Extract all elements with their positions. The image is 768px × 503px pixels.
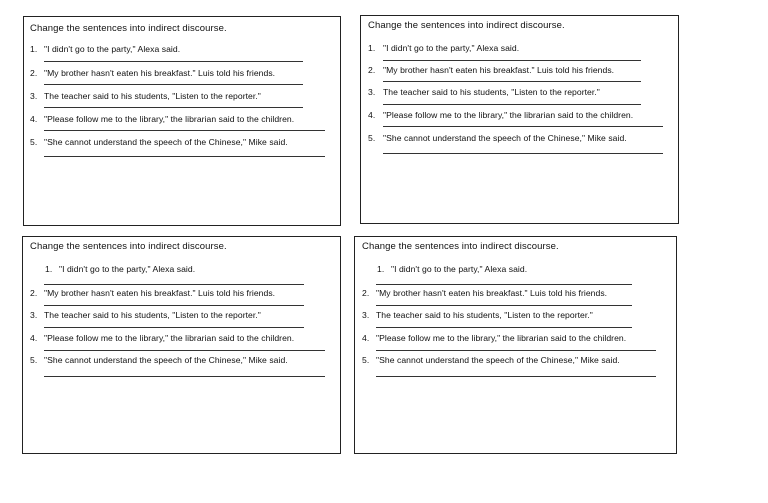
item-text: "Please follow me to the library," the librarian said to the children. [376,333,627,343]
item-text: The teacher said to his students, "Listen to the reporter." [44,91,261,101]
item-number: 1. [368,43,376,53]
answer-line-3 [44,327,304,328]
item-number: 1. [45,264,53,274]
worksheet-instructions: Change the sentences into indirect discourse. [30,23,227,34]
answer-line-5 [376,376,656,377]
item-text: "I didn't go to the party," Alexa said. [391,264,528,274]
answer-line-3 [383,104,641,105]
answer-line-5 [383,153,663,154]
answer-line-2 [383,81,641,82]
item-text: "I didn't go to the party," Alexa said. [383,43,520,53]
sentence-item-4 [362,333,626,343]
item-number: 2. [30,68,38,78]
sentence-item-4 [30,333,294,343]
item-number: 4. [368,110,376,120]
sentence-item-1 [368,43,519,53]
item-text: "She cannot understand the speech of the Chinese," Mike said. [44,355,288,365]
sentence-item-3 [30,310,261,320]
item-number: 3. [362,310,370,320]
item-number: 5. [30,355,38,365]
sentence-item-4 [368,110,633,120]
item-text: "My brother hasn't eaten his breakfast." Luis told his friends. [44,68,276,78]
item-number: 4. [30,333,38,343]
item-text: "She cannot understand the speech of the Chinese," Mike said. [383,133,627,143]
item-number: 2. [30,288,38,298]
answer-line-2 [44,84,303,85]
item-number: 5. [30,137,38,147]
item-number: 3. [368,87,376,97]
answer-line-4 [44,130,325,131]
answer-line-4 [383,126,663,127]
item-text: "She cannot understand the speech of the Chinese," Mike said. [376,355,620,365]
item-text: "She cannot understand the speech of the Chinese," Mike said. [44,137,288,147]
worksheet-instructions: Change the sentences into indirect discourse. [362,241,559,252]
item-text: "I didn't go to the party," Alexa said. [59,264,196,274]
answer-line-3 [44,107,303,108]
sentence-item-2 [30,288,275,298]
answer-line-3 [376,327,632,328]
sentence-item-5 [362,355,620,365]
item-number: 3. [30,91,38,101]
sentence-item-2 [368,65,614,75]
item-number: 2. [368,65,376,75]
item-number: 4. [362,333,370,343]
item-text: "My brother hasn't eaten his breakfast." Luis told his friends. [376,288,608,298]
sentence-item-5 [30,137,288,147]
item-number: 3. [30,310,38,320]
answer-line-5 [44,376,325,377]
sentence-item-3 [362,310,593,320]
sentence-item-5 [368,133,627,143]
sentence-item-2 [30,68,275,78]
item-text: "I didn't go to the party," Alexa said. [44,44,181,54]
sentence-item-3 [30,91,261,101]
worksheet-card-1 [23,16,341,226]
item-text: The teacher said to his students, "Listen to the reporter." [44,310,261,320]
sentence-item-3 [368,87,600,97]
item-text: "Please follow me to the library," the librarian said to the children. [44,333,295,343]
item-text: "Please follow me to the library," the librarian said to the children. [44,114,295,124]
answer-line-1 [383,60,641,61]
worksheet-card-3 [22,236,341,454]
worksheet-instructions: Change the sentences into indirect discourse. [368,20,565,31]
answer-line-1 [44,284,304,285]
item-number: 1. [377,264,385,274]
worksheet-card-2 [360,15,679,224]
answer-line-5 [44,156,325,157]
answer-line-4 [376,350,656,351]
answer-line-4 [44,350,325,351]
item-text: "My brother hasn't eaten his breakfast." Luis told his friends. [44,288,276,298]
answer-line-1 [44,61,303,62]
worksheet-instructions: Change the sentences into indirect discourse. [30,241,227,252]
item-number: 5. [368,133,376,143]
item-number: 1. [30,44,38,54]
sentence-item-5 [30,355,288,365]
sentence-item-1 [45,264,195,274]
item-text: The teacher said to his students, "Listen to the reporter." [383,87,600,97]
item-number: 5. [362,355,370,365]
sentence-item-4 [30,114,294,124]
sentence-item-1 [30,44,180,54]
worksheet-card-4 [354,236,677,454]
answer-line-2 [44,305,304,306]
item-number: 2. [362,288,370,298]
answer-line-2 [376,305,632,306]
item-text: "My brother hasn't eaten his breakfast." Luis told his friends. [383,65,615,75]
item-text: "Please follow me to the library," the librarian said to the children. [383,110,634,120]
item-text: The teacher said to his students, "Listen to the reporter." [376,310,593,320]
sentence-item-2 [362,288,607,298]
sentence-item-1 [377,264,527,274]
answer-line-1 [376,284,632,285]
item-number: 4. [30,114,38,124]
